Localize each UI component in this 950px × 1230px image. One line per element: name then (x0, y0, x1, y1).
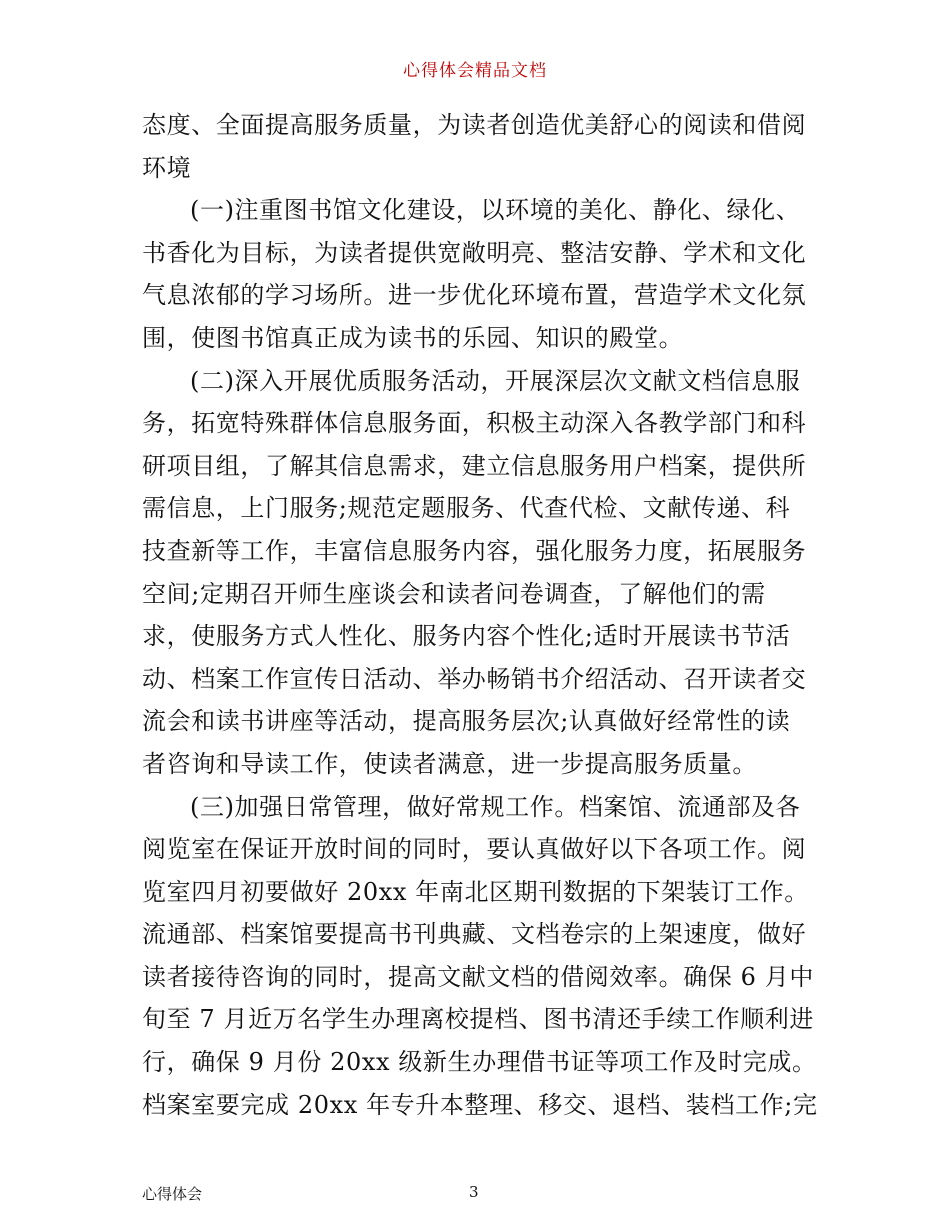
page-number: 3 (469, 1183, 479, 1201)
text-line: 档案室要完成 20xx 年专升本整理、移交、退档、装档工作;完 (142, 1090, 818, 1119)
text-line: 研项目组，了解其信息需求，建立信息服务用户档案，提供所 (142, 451, 807, 480)
text-line: 书香化为目标，为读者提供宽敞明亮、整洁安静、学术和文化 (142, 238, 807, 267)
text-line: 阅览室在保证开放时间的同时，要认真做好以下各项工作。阅 (142, 835, 807, 864)
text-line: 技查新等工作，丰富信息服务内容，强化服务力度，拓展服务 (142, 536, 807, 565)
paragraph-start-line: (一)注重图书馆文化建设，以环境的美化、静化、绿化、 (190, 196, 801, 225)
paragraph-start-line: (二)深入开展优质服务活动，开展深层次文献文档信息服 (190, 366, 801, 395)
text-line: 流会和读书讲座等活动，提高服务层次;认真做好经常性的读 (142, 707, 791, 736)
text-line: 围，使图书馆真正成为读书的乐园、知识的殿堂。 (142, 323, 684, 352)
text-line: 动、档案工作宣传日活动、举办畅销书介绍活动、召开读者交 (142, 664, 807, 693)
document-body (142, 104, 818, 1126)
text-line: 环境 (142, 153, 192, 182)
text-line: 空间;定期召开师生座谈会和读者问卷调查，了解他们的需 (142, 579, 766, 608)
footer-label: 心得体会 (142, 1185, 203, 1203)
text-line: 求，使服务方式人性化、服务内容个性化;适时开展读书节活 (142, 622, 791, 651)
text-line: 览室四月初要做好 20xx 年南北区期刊数据的下架装订工作。 (142, 877, 809, 906)
text-line: 态度、全面提高服务质量，为读者创造优美舒心的阅读和借阅 (142, 111, 807, 139)
text-line: 者咨询和导读工作，使读者满意，进一步提高服务质量。 (142, 749, 757, 778)
text-line: 旬至 7 月近万名学生办理离校提档、图书清还手续工作顺利进 (142, 1005, 814, 1034)
text-line: 读者接待咨询的同时，提高文献文档的借阅效率。确保 6 月中 (142, 962, 814, 991)
page-header-title: 心得体会精品文档 (403, 61, 547, 81)
text-line: 务，拓宽特殊群体信息服务面，积极主动深入各教学部门和科 (142, 409, 807, 438)
text-line: 行，确保 9 月份 20xx 级新生办理借书证等项工作及时完成。 (142, 1048, 817, 1077)
paragraph-start-line: (三)加强日常管理，做好常规工作。档案馆、流通部及各 (190, 792, 801, 821)
text-line: 需信息，上门服务;规范定题服务、代查代检、文献传递、科 (142, 494, 791, 523)
text-line: 气息浓郁的学习场所。进一步优化环境布置，营造学术文化氛 (142, 281, 807, 310)
text-line: 流通部、档案馆要提高书刊典藏、文档卷宗的上架速度，做好 (142, 920, 807, 949)
